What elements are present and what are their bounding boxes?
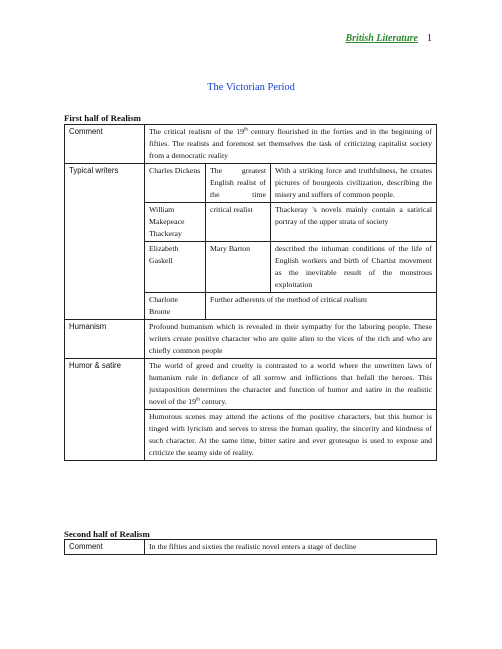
page-number: 1 bbox=[427, 33, 432, 44]
humor-satire-label: Humor & satire bbox=[65, 359, 145, 461]
writer-description: described the inhuman conditions of the life of English workers and birth of Chartist movement as the inevitable result of the monstrous exploitation bbox=[271, 242, 437, 293]
writer-name: Charlotte Bronte bbox=[145, 293, 206, 320]
humanism-row bbox=[65, 320, 437, 359]
humor-row bbox=[65, 359, 437, 410]
page-header bbox=[345, 33, 432, 44]
writer-description: With a striking force and truthfulness, he creates pictures of bourgeois civilization, describing the misery and suffers of common people. bbox=[271, 164, 437, 203]
writer-name: Elizabeth Gaskell bbox=[145, 242, 206, 293]
humanism-label: Humanism bbox=[65, 320, 145, 359]
writer-name: William Makepeace Thackeray bbox=[145, 203, 206, 242]
section-heading-first-half: First half of Realism bbox=[64, 113, 141, 123]
comment-row bbox=[65, 540, 437, 555]
comment-text: In the fifties and sixties the realistic novel enters a stage of decline bbox=[145, 540, 437, 555]
section-heading-second-half: Second half of Realism bbox=[64, 529, 150, 539]
comment-label: Comment bbox=[65, 540, 145, 555]
writer-note: Mary Barton bbox=[206, 242, 271, 293]
typical-writers-label: Typical writers bbox=[65, 164, 145, 320]
writer-row bbox=[65, 164, 437, 203]
comment-label: Comment bbox=[65, 125, 145, 164]
comment-text: The critical realism of the 19th century flourished in the forties and in the beginning of fifties. The realists and foremost set themselves the task of criticizing capitalist society from a democratic reality bbox=[145, 125, 437, 164]
document-title: The Victorian Period bbox=[207, 82, 295, 93]
writer-description: Further adherents of the method of critical realism bbox=[206, 293, 437, 320]
humanism-text: Profound humanism which is revealed in their sympathy for the laboring people. These writers create positive character who are quite alien to the vices of the rich and who are chiefly common people bbox=[145, 320, 437, 359]
course-title: British Literature bbox=[345, 33, 418, 44]
writer-note: critical realist bbox=[206, 203, 271, 242]
comment-row bbox=[65, 125, 437, 164]
first-half-table bbox=[64, 124, 437, 461]
humor-text-first: The world of greed and cruelty is contrasted to a world where the unwritten laws of humanism rule in defiance of all sorrow and inflictions that befall the heroes. This juxtaposition determines the character and function of humor and satire in the realistic novel of the 19th century. bbox=[145, 359, 437, 410]
writer-description: Thackeray 's novels mainly contain a satirical portray of the upper strata of society bbox=[271, 203, 437, 242]
writer-name: Charles Dickens bbox=[145, 164, 206, 203]
second-half-table bbox=[64, 539, 437, 555]
writer-note: The greatest English realist of the time bbox=[206, 164, 271, 203]
humor-text-second: Humorous scenes may attend the actions of the positive characters, but this humor is tinged with lyricism and serves to stress the human quality, the sincerity and kindness of such character. At the same time, bitter satire and ever grotesque is used to expose and criticize the seamy side of reality. bbox=[145, 410, 437, 461]
